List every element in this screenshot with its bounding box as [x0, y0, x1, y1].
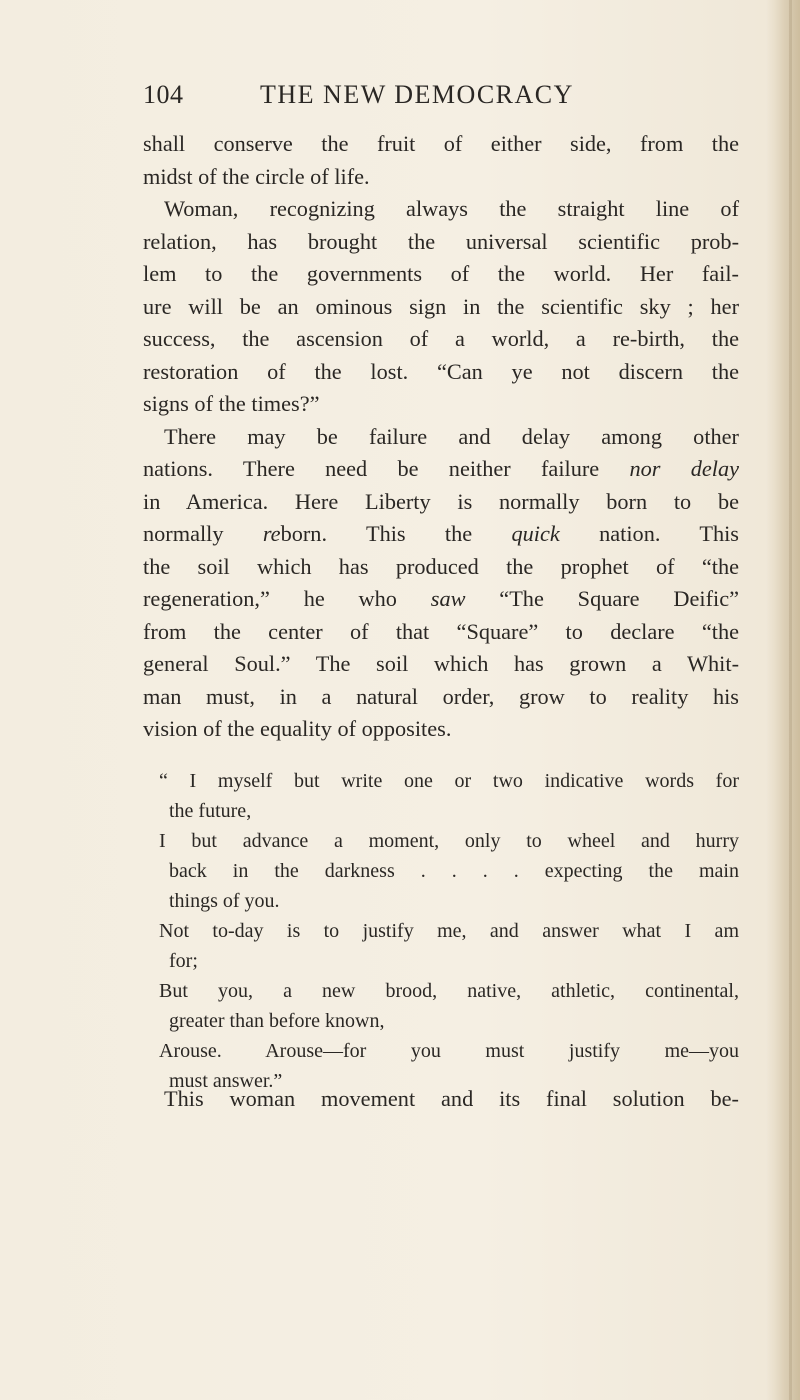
text-line-emphasis: nations. There need be neither failure nor delay [143, 456, 739, 481]
quote-line: Arouse. Arouse—for you must justify me—you [159, 1040, 739, 1062]
page-edge-line [789, 0, 792, 1400]
text-line: success, the ascension of a world, a re-birth, the [143, 326, 739, 351]
text-line: man must, in a natural order, grow to reality his [143, 683, 739, 709]
text-line: from the center of that “Square” to declare “the [143, 618, 739, 644]
page-header [143, 80, 743, 120]
quote-line: I but advance a moment, only to wheel and hurry [159, 830, 739, 852]
quote-line: But you, a new brood, native, athletic, continental, [159, 980, 739, 1002]
text-line: midst of the circle of life. [143, 163, 370, 189]
quote-line: back in the darkness . . . . expecting the main [169, 860, 739, 882]
text-line: in America. Here Liberty is normally born to be [143, 488, 739, 514]
text-line-emphasis: regeneration,” he who saw “The Square Deific” [143, 586, 740, 611]
quote-line: for; [169, 950, 198, 972]
text-line: relation, has brought the universal scientific prob- [143, 228, 739, 254]
text-line-emphasis: normally reborn. This the quick nation. This [143, 521, 739, 546]
quote-line: must answer.” [169, 1070, 283, 1092]
text-line: There may be failure and delay among other [164, 423, 739, 449]
page-edge-shading [766, 0, 800, 1400]
quote-line: greater than before known, [169, 1010, 385, 1032]
text-line: signs of the times?” [143, 391, 320, 416]
text-line: vision of the equality of opposites. [143, 716, 452, 741]
text-line: ure will be an ominous sign in the scientific sky ; her [143, 293, 739, 319]
quote-line: “ I myself but write one or two indicative words for [159, 770, 739, 792]
text-line: restoration of the lost. “Can ye not discern the [143, 358, 739, 384]
text-line: Woman, recognizing always the straight line of [164, 196, 739, 221]
quote-line: the future, [169, 800, 252, 822]
running-head: THE NEW DEMOCRACY [260, 80, 574, 109]
text-line: lem to the governments of the world. Her fail- [143, 261, 739, 286]
closing-paragraph [143, 1083, 739, 1116]
text-line: the soil which has produced the prophet of “the [143, 553, 739, 579]
italic-quick: quick [511, 521, 560, 546]
quote-line: Not to-day is to justify me, and answer what I am [159, 920, 739, 942]
italic-nor-delay: nor delay [629, 456, 739, 481]
body-paragraphs [143, 128, 739, 746]
text-line: general Soul.” The soil which has grown a Whit- [143, 651, 739, 676]
text-line: This woman movement and its final solution be- [164, 1086, 739, 1111]
italic-re: re [262, 521, 281, 546]
page-number: 104 [143, 80, 184, 109]
quote-line: things of you. [169, 890, 280, 912]
text-line: shall conserve the fruit of either side, from the [143, 131, 739, 156]
italic-saw: saw [430, 586, 466, 611]
poem-quotation [143, 766, 739, 1096]
